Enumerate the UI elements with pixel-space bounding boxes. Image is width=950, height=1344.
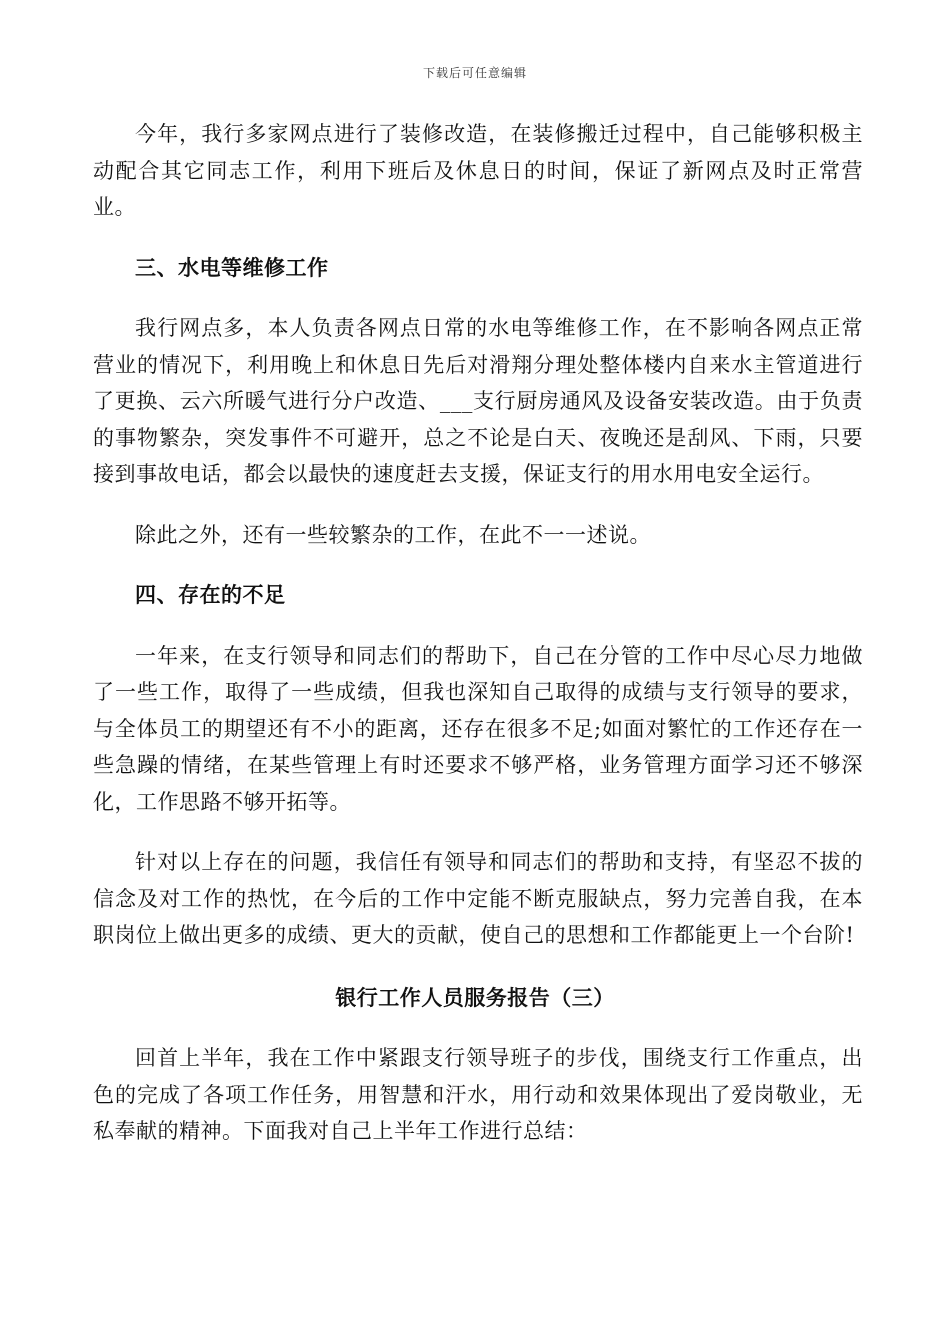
paragraph-improvement: 针对以上存在的问题，我信任有领导和同志们的帮助和支持，有坚忍不拔的信念及对工作的热忱，在今后的工作中定能不断克服缺点，努力完善自我，在本职岗位上做出更多的成绩、更大的贡献，使自己的思想和工作都能更上一个台阶! (93, 850, 863, 947)
paragraph-maintenance: 我行网点多，本人负责各网点日常的水电等维修工作，在不影响各网点正常营业的情况下，利用晚上和休息日先后对滑翔分理处整体楼内自来水主管道进行了更换、云六所暖气进行分户改造、___支行厨房通风及设备安装改造。由于负责的事物繁杂，突发事件不可避开，总之不论是白天、夜晚还是刮风、下雨，只要接到事故电话，都会以最快的速度赶去支援，保证支行的用水用电安全运行。 (93, 316, 863, 486)
section-heading-maintenance: 三、水电等维修工作 (135, 254, 329, 280)
report-title: 银行工作人员服务报告（三） (335, 984, 615, 1010)
paragraph-other-work: 除此之外，还有一些较繁杂的工作，在此不一一述说。 (135, 522, 651, 547)
paragraph-review: 回首上半年，我在工作中紧跟支行领导班子的步伐，围绕支行工作重点，出色的完成了各项工作任务，用智慧和汗水，用行动和效果体现出了爱岗敬业，无私奉献的精神。下面我对自己上半年工作进行总结： (93, 1046, 863, 1143)
document-body (0, 116, 950, 1150)
paragraph-renovation: 今年，我行多家网点进行了装修改造，在装修搬迁过程中，自己能够积极主动配合其它同志工作，利用下班后及休息日的时间，保证了新网点及时正常营业。 (93, 122, 863, 219)
paragraph-shortcomings: 一年来，在支行领导和同志们的帮助下，自己在分管的工作中尽心尽力地做了一些工作，取得了一些成绩，但我也深知自己取得的成绩与支行领导的要求，与全体员工的期望还有不小的距离，还存在很多不足;如面对繁忙的工作还存在一些急躁的情绪，在某些管理上有时还要求不够严格，业务管理方面学习还不够深化，工作思路不够开拓等。 (93, 643, 863, 814)
page-header-note: 下载后可任意编辑 (422, 66, 527, 80)
section-heading-shortcomings: 四、存在的不足 (135, 582, 286, 607)
